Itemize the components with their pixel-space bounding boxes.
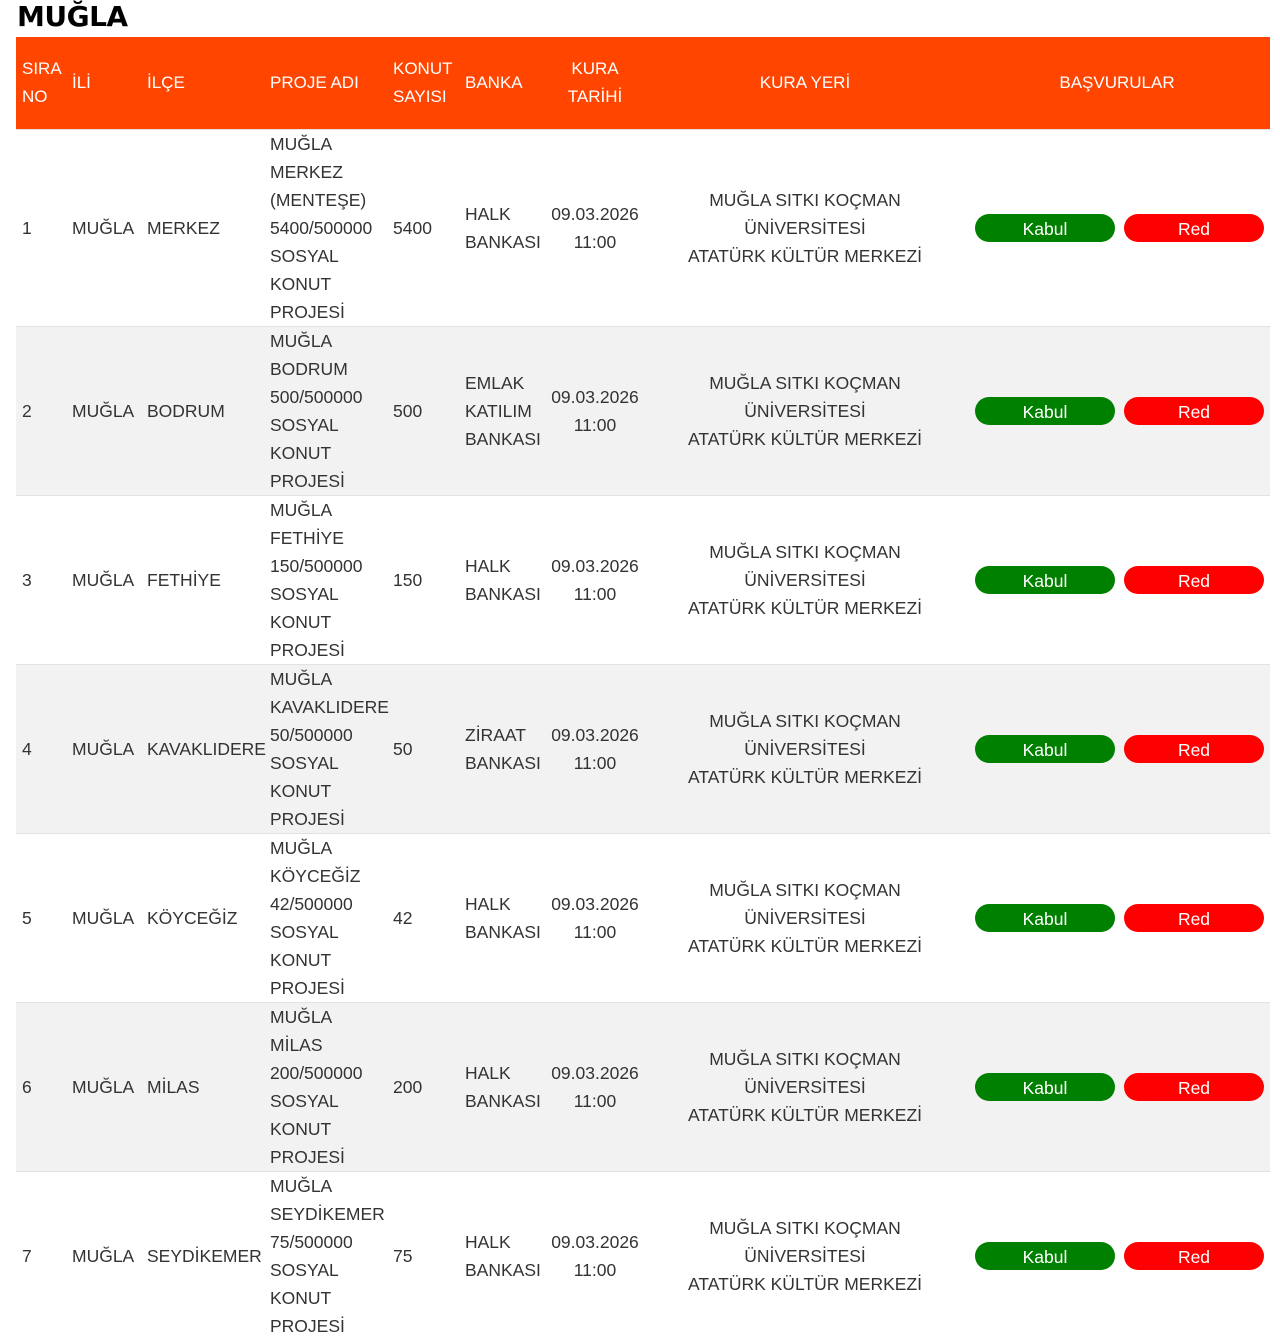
cell-konut-sayisi: 50 <box>387 664 459 833</box>
cell-kura-tarihi: 09.03.2026 11:00 <box>544 833 646 1002</box>
cell-basvurular <box>964 1002 1270 1171</box>
cell-kura-tarihi: 09.03.2026 11:00 <box>544 664 646 833</box>
cell-konut-sayisi: 200 <box>387 1002 459 1171</box>
accept-button[interactable]: Kabul <box>975 904 1115 932</box>
cell-ili: MUĞLA <box>66 326 141 495</box>
accept-button[interactable]: Kabul <box>975 1242 1115 1270</box>
cell-kura-tarihi: 09.03.2026 11:00 <box>544 326 646 495</box>
cell-sira-no: 1 <box>16 129 66 326</box>
cell-sira-no: 5 <box>16 833 66 1002</box>
table-row <box>16 326 1270 495</box>
cell-kura-tarihi: 09.03.2026 11:00 <box>544 129 646 326</box>
reject-button[interactable]: Red <box>1124 904 1264 932</box>
cell-basvurular <box>964 664 1270 833</box>
cell-ili: MUĞLA <box>66 1171 141 1340</box>
cell-kura-tarihi: 09.03.2026 11:00 <box>544 1002 646 1171</box>
cell-kura-yeri: MUĞLA SITKI KOÇMAN ÜNİVERSİTESİ ATATÜRK KÜLTÜR MERKEZİ <box>646 129 964 326</box>
application-buttons <box>970 735 1264 763</box>
cell-kura-yeri: MUĞLA SITKI KOÇMAN ÜNİVERSİTESİ ATATÜRK KÜLTÜR MERKEZİ <box>646 495 964 664</box>
cell-kura-tarihi: 09.03.2026 11:00 <box>544 1171 646 1340</box>
cell-banka: ZİRAAT BANKASI <box>459 664 544 833</box>
cell-kura-yeri: MUĞLA SITKI KOÇMAN ÜNİVERSİTESİ ATATÜRK KÜLTÜR MERKEZİ <box>646 833 964 1002</box>
header-ilce: İLÇE <box>141 37 264 129</box>
cell-sira-no: 4 <box>16 664 66 833</box>
page-title: MUĞLA <box>17 0 128 33</box>
accept-button[interactable]: Kabul <box>975 1073 1115 1101</box>
cell-banka: HALK BANKASI <box>459 1002 544 1171</box>
reject-button[interactable]: Red <box>1124 214 1264 242</box>
cell-basvurular <box>964 326 1270 495</box>
header-kura-yeri: KURA YERİ <box>646 37 964 129</box>
cell-ilce: KÖYCEĞİZ <box>141 833 264 1002</box>
cell-ilce: MERKEZ <box>141 129 264 326</box>
header-ili: İLİ <box>66 37 141 129</box>
accept-button[interactable]: Kabul <box>975 566 1115 594</box>
cell-sira-no: 7 <box>16 1171 66 1340</box>
cell-konut-sayisi: 5400 <box>387 129 459 326</box>
cell-sira-no: 2 <box>16 326 66 495</box>
cell-proje-adi: MUĞLA BODRUM 500/500000 SOSYAL KONUT PROJESİ <box>264 326 387 495</box>
table-row <box>16 664 1270 833</box>
cell-sira-no: 3 <box>16 495 66 664</box>
cell-banka: HALK BANKASI <box>459 129 544 326</box>
application-buttons <box>970 1242 1264 1270</box>
application-buttons <box>970 397 1264 425</box>
cell-ilce: SEYDİKEMER <box>141 1171 264 1340</box>
cell-sira-no: 6 <box>16 1002 66 1171</box>
cell-proje-adi: MUĞLA KÖYCEĞİZ 42/500000 SOSYAL KONUT PROJESİ <box>264 833 387 1002</box>
reject-button[interactable]: Red <box>1124 1073 1264 1101</box>
cell-konut-sayisi: 500 <box>387 326 459 495</box>
cell-konut-sayisi: 150 <box>387 495 459 664</box>
cell-kura-yeri: MUĞLA SITKI KOÇMAN ÜNİVERSİTESİ ATATÜRK KÜLTÜR MERKEZİ <box>646 1002 964 1171</box>
cell-ili: MUĞLA <box>66 129 141 326</box>
accept-button[interactable]: Kabul <box>975 735 1115 763</box>
table-row <box>16 833 1270 1002</box>
table-row <box>16 1171 1270 1340</box>
cell-proje-adi: MUĞLA SEYDİKEMER 75/500000 SOSYAL KONUT PROJESİ <box>264 1171 387 1340</box>
cell-basvurular <box>964 129 1270 326</box>
cell-banka: HALK BANKASI <box>459 495 544 664</box>
cell-ili: MUĞLA <box>66 1002 141 1171</box>
lottery-table <box>16 37 1270 1340</box>
cell-banka: HALK BANKASI <box>459 1171 544 1340</box>
header-basvurular: BAŞVURULAR <box>964 37 1270 129</box>
cell-basvurular <box>964 833 1270 1002</box>
header-proje-adi: PROJE ADI <box>264 37 387 129</box>
header-konut-sayisi: KONUT SAYISI <box>387 37 459 129</box>
application-buttons <box>970 904 1264 932</box>
header-sira-no: SIRA NO <box>16 37 66 129</box>
cell-ili: MUĞLA <box>66 664 141 833</box>
cell-ilce: MİLAS <box>141 1002 264 1171</box>
cell-proje-adi: MUĞLA MİLAS 200/500000 SOSYAL KONUT PROJESİ <box>264 1002 387 1171</box>
cell-konut-sayisi: 42 <box>387 833 459 1002</box>
table-row <box>16 495 1270 664</box>
reject-button[interactable]: Red <box>1124 397 1264 425</box>
header-banka: BANKA <box>459 37 544 129</box>
application-buttons <box>970 214 1264 242</box>
table-row <box>16 129 1270 326</box>
cell-banka: HALK BANKASI <box>459 833 544 1002</box>
cell-kura-tarihi: 09.03.2026 11:00 <box>544 495 646 664</box>
cell-konut-sayisi: 75 <box>387 1171 459 1340</box>
header-kura-tarihi: KURA TARİHİ <box>544 37 646 129</box>
application-buttons <box>970 566 1264 594</box>
cell-ilce: FETHİYE <box>141 495 264 664</box>
accept-button[interactable]: Kabul <box>975 397 1115 425</box>
cell-basvurular <box>964 495 1270 664</box>
cell-ilce: KAVAKLIDERE <box>141 664 264 833</box>
header-row <box>16 37 1270 129</box>
reject-button[interactable]: Red <box>1124 566 1264 594</box>
accept-button[interactable]: Kabul <box>975 214 1115 242</box>
cell-ili: MUĞLA <box>66 833 141 1002</box>
cell-kura-yeri: MUĞLA SITKI KOÇMAN ÜNİVERSİTESİ ATATÜRK KÜLTÜR MERKEZİ <box>646 1171 964 1340</box>
cell-proje-adi: MUĞLA FETHİYE 150/500000 SOSYAL KONUT PROJESİ <box>264 495 387 664</box>
reject-button[interactable]: Red <box>1124 735 1264 763</box>
cell-ilce: BODRUM <box>141 326 264 495</box>
cell-ili: MUĞLA <box>66 495 141 664</box>
table-row <box>16 1002 1270 1171</box>
cell-kura-yeri: MUĞLA SITKI KOÇMAN ÜNİVERSİTESİ ATATÜRK KÜLTÜR MERKEZİ <box>646 664 964 833</box>
cell-banka: EMLAK KATILIM BANKASI <box>459 326 544 495</box>
cell-proje-adi: MUĞLA MERKEZ (MENTEŞE) 5400/500000 SOSYAL KONUT PROJESİ <box>264 129 387 326</box>
cell-basvurular <box>964 1171 1270 1340</box>
cell-proje-adi: MUĞLA KAVAKLIDERE 50/500000 SOSYAL KONUT PROJESİ <box>264 664 387 833</box>
application-buttons <box>970 1073 1264 1101</box>
cell-kura-yeri: MUĞLA SITKI KOÇMAN ÜNİVERSİTESİ ATATÜRK KÜLTÜR MERKEZİ <box>646 326 964 495</box>
reject-button[interactable]: Red <box>1124 1242 1264 1270</box>
